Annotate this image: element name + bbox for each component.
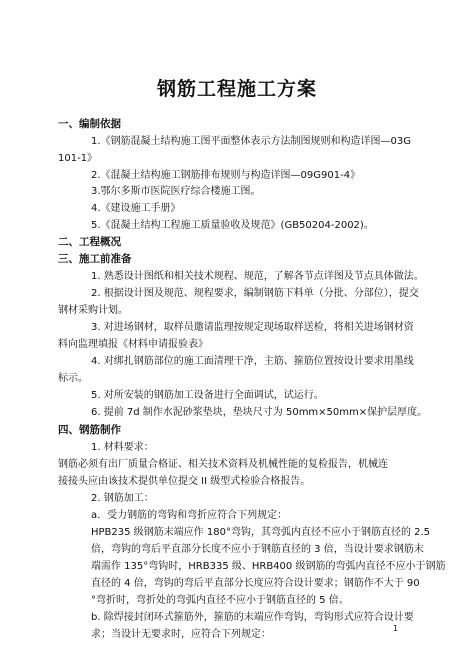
- text-line: 4. 对绑扎钢筋部位的施工面清理干净，主筋、箍筋位置按设计要求用墨线: [91, 356, 414, 367]
- text-line: 1. 材料要求：: [91, 442, 154, 453]
- text-line: a．受力钢筋的弯钩和弯折应符合下列规定：: [91, 510, 288, 521]
- text-line: 2. 钢筋加工：: [91, 493, 154, 504]
- section-heading: 三、施工前准备: [58, 253, 132, 265]
- text-line: 5.《混凝土结构工程施工质量验收及规范》(GB50204-2002)。: [91, 220, 374, 231]
- text-line: 钢材采购计划。: [58, 305, 128, 316]
- text-line: b. 除焊接封闭环式箍筋外，箍筋的末端应作弯钩，弯钩形式应符合设计要: [91, 612, 414, 623]
- document-title: 钢筋工程施工方案: [156, 78, 317, 100]
- text-line: 求；当设计无要求时，应符合下列规定：: [91, 629, 271, 640]
- section-heading: 四、钢筋制作: [58, 424, 121, 436]
- text-line: 料向监理填报《材料申请报验表》: [58, 339, 208, 350]
- text-line: 2. 根据设计图及规范、规程要求，编制钢筋下料单（分批、分部位），提交: [91, 288, 419, 299]
- section-heading: 二、工程概况: [58, 236, 121, 248]
- text-line: 1. 熟悉设计图纸和相关技术规程、规范，了解各节点详图及节点具体做法。: [91, 271, 424, 282]
- text-line: 5. 对所安装的钢筋加工设备进行全面调试，试运行。: [91, 390, 324, 401]
- text-line: 4.《建设施工手册》: [91, 203, 181, 214]
- text-line: °弯折时，弯折处的弯弧内直径不应小于钢筋直径的 5 倍。: [91, 595, 349, 606]
- section-heading: 一、编制依据: [58, 118, 121, 130]
- text-line: 2.《混凝土结构施工钢筋排布规则与构造详图—09G901-4》: [91, 170, 361, 181]
- text-line: 3. 对进场钢材，取样员邀请监理按规定现场取样送检，将相关进场钢材资: [91, 322, 414, 333]
- text-line: 标示。: [58, 373, 88, 384]
- text-line: 倍，弯钩的弯后平直部分长度不应小于钢筋直径的 3 倍，当设计要求钢筋末: [91, 544, 424, 555]
- text-line: 直径的 4 倍，弯钩的弯后平直部分长度应符合设计要求；钢筋作不大于 90: [91, 578, 420, 589]
- text-line: HPB235 级钢筋末端应作 180°弯钩，其弯弧内直径不应小于钢筋直径的 2.5: [91, 527, 431, 538]
- text-line: 钢筋必须有出厂质量合格证、相关技术资料及机械性能的复检报告，机械连: [58, 459, 388, 470]
- text-line: 接接头应由该技术提供单位提交 II 级型式检验合格报告。: [58, 476, 311, 487]
- text-line: 101-1》: [58, 153, 98, 164]
- text-line: 端需作 135°弯钩时，HRB335 级、HRB400 级钢筋的弯弧内直径不应小于钢筋: [91, 561, 446, 572]
- text-line: 3.鄂尔多斯市医院医疗综合楼施工图。: [91, 186, 261, 197]
- text-line: 1.《钢筋混凝土结构施工图平面整体表示方法制图规则和构造详图—03G: [91, 136, 412, 147]
- page-number: 1: [393, 624, 399, 633]
- text-line: 6. 提前 7d 制作水泥砂浆垫块，垫块尺寸为 50mm×50mm×保护层厚度。: [91, 407, 428, 418]
